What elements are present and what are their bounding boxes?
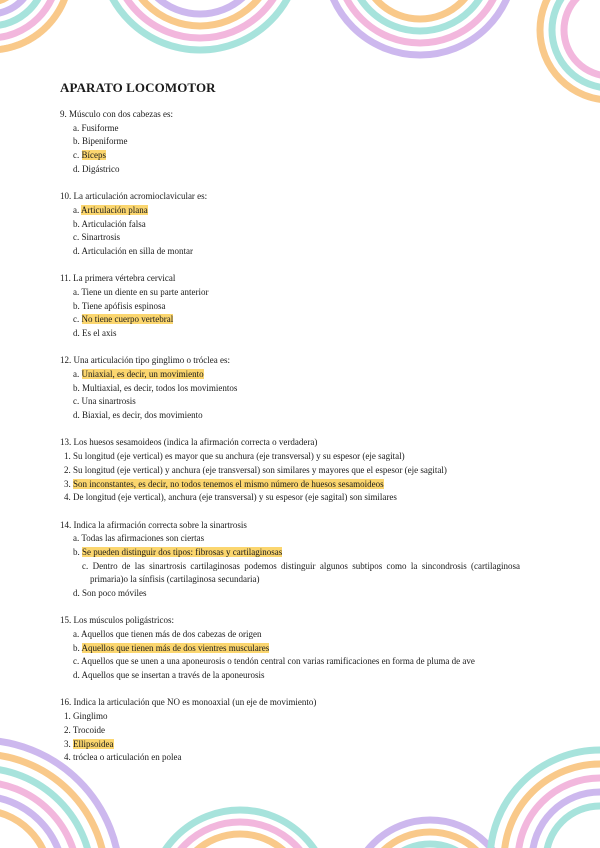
answer-option: [60, 464, 520, 478]
answer-option: [60, 450, 520, 464]
option-marker: d.: [73, 588, 80, 599]
option-marker: c.: [73, 396, 80, 407]
arcs-top-left: [0, 0, 70, 50]
option-marker: 2.: [64, 724, 71, 735]
option-text: Dentro de las sinartrosis cartilaginosas podemos distinguir algunos subtipos como la sincondrosis (cartilaginosa primaria)o la sínfisis (cartilaginosa secundaria): [90, 560, 521, 585]
option-marker: a.: [73, 369, 80, 380]
option-text-highlighted: Ellipsoidea: [73, 738, 114, 749]
option-text: Tiene un diente en su parte anterior: [81, 286, 209, 297]
answer-option: [60, 546, 520, 560]
answer-option: [60, 218, 520, 232]
option-marker: c.: [73, 232, 80, 243]
option-marker: c.: [82, 560, 89, 571]
answer-options: [60, 710, 520, 765]
option-marker: c.: [73, 150, 80, 161]
option-text: Articulación falsa: [81, 218, 146, 229]
answer-options: [60, 122, 520, 177]
answer-option: [60, 532, 520, 546]
option-marker: a.: [73, 286, 80, 297]
option-text: Tiene apófisis espinosa: [81, 300, 166, 311]
answer-option: [60, 204, 520, 218]
answer-option: [60, 491, 520, 505]
question-text: 15. Los músculos poligástricos:: [60, 615, 174, 626]
answer-option: [60, 560, 520, 587]
question-text: 9. Músculo con dos cabezas es:: [60, 109, 173, 119]
option-text: Aquellos que se unen a una aponeurosis o tendón central con varias ramificaciones en forma de pluma de ave: [81, 656, 475, 667]
option-marker: b.: [73, 218, 80, 229]
answer-option: [60, 710, 520, 724]
question-text: 11. La primera vértebra cervical: [60, 273, 176, 284]
question-block: [60, 614, 520, 683]
option-marker: a.: [73, 629, 80, 640]
answer-option: [60, 122, 520, 136]
answer-option: [60, 245, 520, 259]
option-marker: 3.: [64, 738, 71, 749]
question-block: [60, 519, 520, 601]
question-block: [60, 190, 520, 259]
answer-option: [60, 409, 520, 423]
option-marker: a.: [73, 204, 80, 215]
answer-option: [60, 395, 520, 409]
option-text-highlighted: Aquellos que tienen más de dos vientres musculares: [81, 642, 270, 653]
option-marker: d.: [73, 328, 80, 339]
option-text: Multiaxial, es decir, todos los movimientos: [82, 382, 238, 393]
option-text: Articulación en silla de montar: [81, 245, 193, 256]
question-text: 10. La articulación acromioclavicular es:: [60, 191, 208, 202]
option-text: Su longitud (eje vertical) es mayor que su anchura (eje transversal) y su espesor (eje sagital): [73, 451, 405, 462]
option-text: tróclea o articulación en polea: [73, 752, 182, 763]
option-text: Una sinartrosis: [81, 396, 136, 407]
document-body: [60, 80, 520, 779]
option-marker: 4.: [64, 492, 71, 503]
option-text: Biaxial, es decir, dos movimiento: [82, 410, 203, 421]
question-block: [60, 108, 520, 177]
option-text: Todas las afirmaciones son ciertas: [81, 533, 205, 544]
answer-option: [60, 655, 520, 669]
arcs-top-middle: [100, 0, 300, 50]
option-marker: b.: [73, 300, 80, 311]
option-marker: b.: [73, 382, 80, 393]
answer-option: [60, 300, 520, 314]
option-marker: d.: [73, 245, 80, 256]
arcs-bottom-middle: [150, 810, 510, 848]
option-marker: 1.: [64, 711, 71, 722]
option-marker: 2.: [64, 464, 71, 475]
answer-option: [60, 135, 520, 149]
answer-option: [60, 751, 520, 765]
option-marker: 1.: [64, 451, 71, 462]
question-block: [60, 436, 520, 505]
answer-option: [60, 149, 520, 163]
option-marker: a.: [73, 122, 80, 133]
option-text-highlighted: Son inconstantes, es decir, no todos tenemos el mismo número de huesos sesamoideos: [73, 478, 384, 489]
option-marker: d.: [73, 410, 80, 421]
question-block: [60, 696, 520, 765]
answer-options: [60, 204, 520, 259]
option-marker: b.: [73, 642, 80, 653]
answer-options: [60, 368, 520, 423]
option-text: Bipeniforme: [82, 136, 128, 147]
option-text: Aquellos que se insertan a través de la aponeurosis: [81, 670, 265, 681]
answer-option: [60, 231, 520, 245]
option-text-highlighted: Uniaxial, es decir, un movimiento: [81, 369, 204, 380]
answer-options: [60, 532, 520, 601]
answer-option: [60, 642, 520, 656]
page-title: APARATO LOCOMOTOR: [60, 80, 216, 95]
answer-options: [60, 286, 520, 341]
option-text: De longitud (eje vertical), anchura (eje transversal) y su espesor (eje sagital) son similares: [73, 492, 397, 503]
option-text-highlighted: Bíceps: [81, 150, 106, 161]
answer-options: [60, 628, 520, 683]
option-text: Ginglimo: [73, 711, 108, 722]
option-marker: a.: [73, 533, 80, 544]
option-marker: c.: [73, 656, 80, 667]
answer-option: [60, 724, 520, 738]
option-text: Son poco móviles: [82, 588, 147, 599]
option-text: Aquellos que tienen más de dos cabezas de origen: [81, 629, 262, 640]
option-text-highlighted: Se pueden distinguir dos tipos: fibrosas y cartilaginosas: [82, 546, 283, 557]
question-text: 14. Indica la afirmación correcta sobre la sinartrosis: [60, 519, 247, 530]
answer-option: [60, 628, 520, 642]
question-text: 13. Los huesos sesamoideos (indica la afirmación correcta o verdadera): [60, 437, 318, 448]
question-block: [60, 354, 520, 423]
option-marker: b.: [73, 546, 80, 557]
answer-option: [60, 738, 520, 752]
option-text-highlighted: No tiene cuerpo vertebral: [81, 314, 174, 325]
question-text: 16. Indica la articulación que NO es monoaxial (un eje de movimiento): [60, 697, 317, 708]
option-text: Su longitud (eje vertical) y anchura (eje transversal) son similares y mayores que el espesor (eje sagital): [73, 464, 447, 475]
answer-option: [60, 163, 520, 177]
option-text: Digástrico: [82, 163, 120, 174]
answer-options: [60, 450, 520, 505]
answer-option: [60, 286, 520, 300]
answer-option: [60, 382, 520, 396]
option-marker: d.: [73, 163, 80, 174]
question-list: [60, 108, 520, 765]
option-marker: 4.: [64, 752, 71, 763]
option-text: Es el axis: [82, 328, 117, 339]
option-marker: d.: [73, 670, 80, 681]
answer-option: [60, 368, 520, 382]
option-marker: 3.: [64, 478, 71, 489]
option-marker: c.: [73, 314, 80, 325]
answer-option: [60, 478, 520, 492]
option-marker: b.: [73, 136, 80, 147]
option-text: Fusiforme: [81, 122, 119, 133]
question-block: [60, 272, 520, 341]
option-text-highlighted: Articulación plana: [81, 204, 148, 215]
answer-option: [60, 327, 520, 341]
question-text: 12. Una articulación tipo ginglimo o tróclea es:: [60, 355, 230, 366]
option-text: Sinartrosis: [81, 232, 121, 243]
answer-option: [60, 313, 520, 327]
answer-option: [60, 587, 520, 601]
answer-option: [60, 669, 520, 683]
option-text: Trocoide: [72, 724, 106, 735]
